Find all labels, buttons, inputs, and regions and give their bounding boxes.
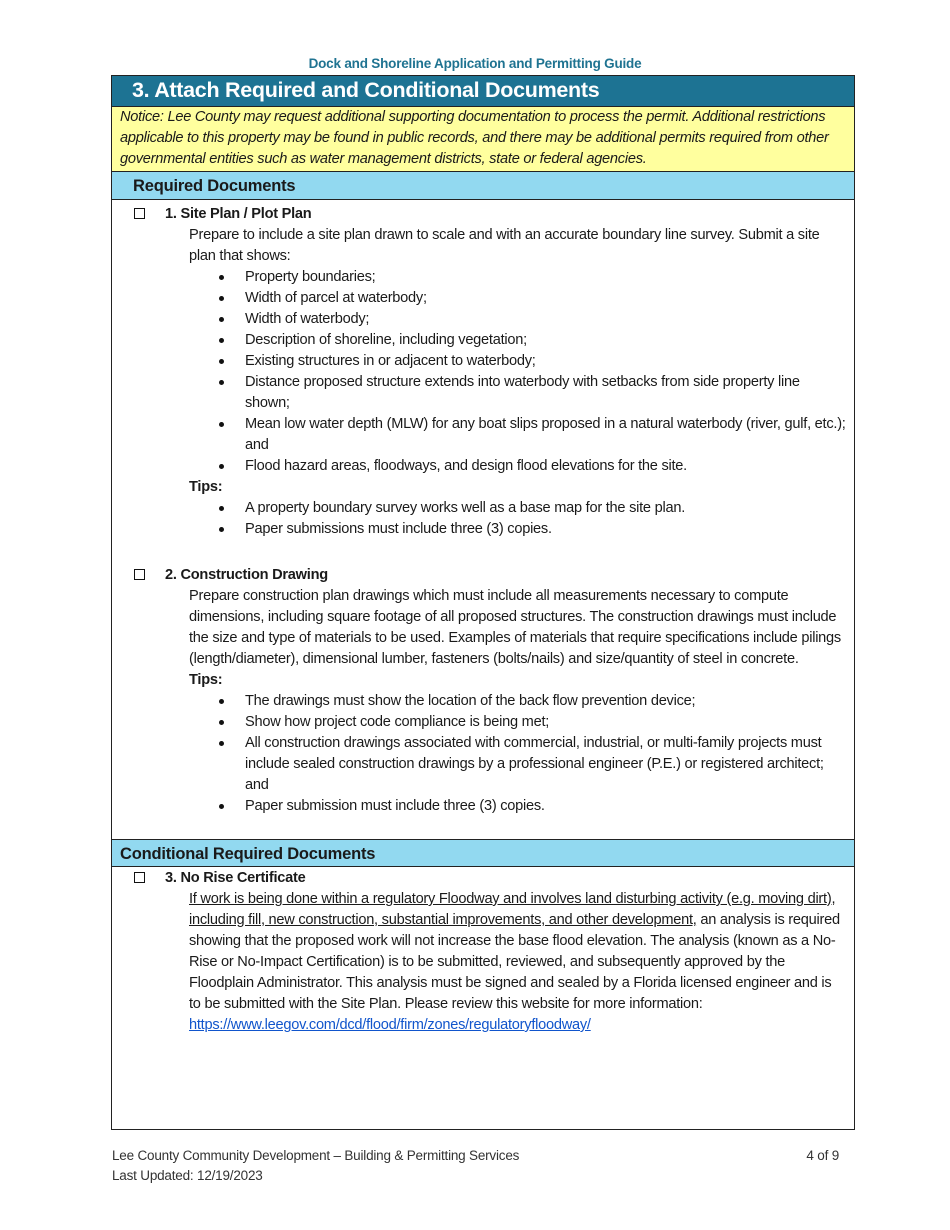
underlined-condition: including fill, new construction, substantial improvements, and other development, (189, 912, 697, 928)
checkbox-icon[interactable] (134, 872, 145, 883)
item-title: 2. Construction Drawing (165, 567, 328, 583)
running-title: Dock and Shoreline Application and Permitting Guide (308, 56, 642, 71)
footer-org: Lee County Community Development – Building & Permitting Services (112, 1148, 520, 1163)
requirements-list (112, 267, 854, 477)
list-item: Width of waterbody; (245, 309, 846, 330)
tips-label: Tips: (189, 672, 223, 688)
document-section-frame (111, 75, 855, 1130)
tips-label: Tips: (189, 479, 223, 495)
tips-list (112, 498, 854, 540)
regulatory-floodway-link[interactable]: https://www.leegov.com/dcd/flood/firm/zones/regulatoryfloodway/ (189, 1017, 591, 1033)
page-number: 4 of 9 (806, 1148, 839, 1163)
body-text: an analysis is required showing that the proposed work will not increase the base flood elevation. The analysis (known as a No-Rise or No-Impact Certification) is to be submitted, reviewed, and subsequently approved by the Floodplain Administrator. This analysis must be signed and sealed by a Florida licensed engineer and is to be submitted with the Site Plan. Please review this website for more information: (189, 912, 840, 1012)
item-title: 1. Site Plan / Plot Plan (165, 206, 312, 222)
list-item: Property boundaries; (245, 267, 846, 288)
list-item: Show how project code compliance is being met; (245, 712, 846, 733)
notice-box: Notice: Lee County may request additional supporting documentation to process the permit. Additional restrictions applicable to this property may be found in public records, and there may be additional permits required from other governmental entities such as water management districts, state or federal agencies. (112, 107, 854, 172)
item-body (112, 889, 854, 1036)
list-item: Paper submissions must include three (3) copies. (245, 519, 846, 540)
section-title: 3. Attach Required and Conditional Documents (112, 76, 854, 107)
required-item-site-plan (112, 200, 854, 540)
list-item: A property boundary survey works well as a base map for the site plan. (245, 498, 846, 519)
item-intro: Prepare construction plan drawings which must include all measurements necessary to compute dimensions, including square footage of all proposed structures. The construction drawings must include the size and type of materials to be used. Examples of materials that require specifications include pilings (length/diameter), dimensional lumber, fasteners (bolts/nails) and size/quantity of steel in concrete. (189, 588, 841, 667)
checkbox-icon[interactable] (134, 208, 145, 219)
tips-list (112, 691, 854, 817)
required-item-construction-drawing (112, 540, 854, 839)
page-footer (112, 1146, 839, 1186)
list-item: Paper submission must include three (3) copies. (245, 796, 846, 817)
list-item: The drawings must show the location of the back flow prevention device; (245, 691, 846, 712)
conditional-documents-heading: Conditional Required Documents (112, 839, 854, 867)
item-intro: Prepare to include a site plan drawn to scale and with an accurate boundary line survey. Submit a site plan that shows: (189, 227, 820, 264)
list-item: Width of parcel at waterbody; (245, 288, 846, 309)
footer-updated: Last Updated: 12/19/2023 (112, 1168, 263, 1183)
list-item: Flood hazard areas, floodways, and design flood elevations for the site. (245, 456, 846, 477)
required-documents-heading: Required Documents (112, 172, 854, 200)
list-item: Mean low water depth (MLW) for any boat slips proposed in a natural waterbody (river, gulf, etc.); and (245, 414, 846, 456)
conditional-item-no-rise (112, 867, 854, 1036)
underlined-condition: If work is being done within a regulatory Floodway and involves land disturbing activity (e.g. moving dirt) (189, 891, 832, 907)
list-item: Distance proposed structure extends into waterbody with setbacks from side property line shown; (245, 372, 846, 414)
list-item: Description of shoreline, including vegetation; (245, 330, 846, 351)
item-title: 3. No Rise Certificate (165, 870, 306, 886)
list-item: Existing structures in or adjacent to waterbody; (245, 351, 846, 372)
separator-text: , (831, 891, 836, 907)
checkbox-icon[interactable] (134, 569, 145, 580)
list-item: All construction drawings associated with commercial, industrial, or multi-family projects must include sealed construction drawings by a professional engineer (P.E.) or registered architect; and (245, 733, 846, 796)
